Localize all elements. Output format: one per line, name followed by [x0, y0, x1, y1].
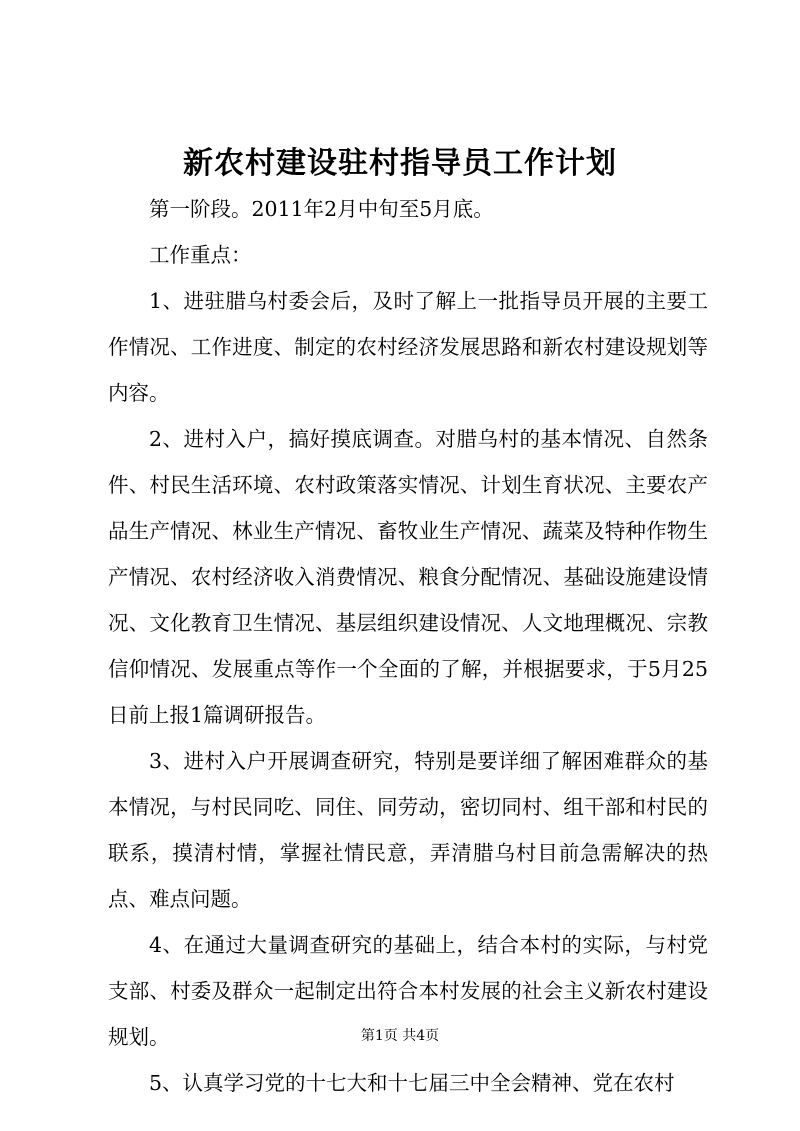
- paragraph-item-3: 3、进村入户开展调查研究，特别是要详细了解困难群众的基本情况，与村民同吃、同住、同劳动，密切同村、组干部和村民的联系，摸清村情，掌握社情民意，弄清腊乌村目前急需解决的热点、难点问题。: [108, 749, 708, 911]
- document-title: 新农村建设驻村指导员工作计划: [183, 146, 617, 181]
- paragraph-item-1: 1、进驻腊乌村委会后，及时了解上一批指导员开展的主要工作情况、工作进度、制定的农村经济发展思路和新农村建设规划等内容。: [108, 289, 708, 405]
- paragraph-item-2: 2、进村入户，搞好摸底调查。对腊乌村的基本情况、自然条件、村民生活环境、农村政策落实情况、计划生育状况、主要农产品生产情况、林业生产情况、畜牧业生产情况、蔬菜及特种作物生产情况、农村经济收入消费情况、粮食分配情况、基础设施建设情况、文化教育卫生情况、基层组织建设情况、人文地理概况、宗教信仰情况、发展重点等作一个全面的了解，并根据要求，于5月25日前上报1篇调研报告。: [108, 427, 708, 727]
- document-body: [108, 186, 708, 1106]
- paragraph-item-4: 4、在通过大量调查研究的基础上，结合本村的实际，与村党支部、村委及群众一起制定出符合本村发展的社会主义新农村建设规划。: [108, 933, 708, 1049]
- paragraph-focus-heading: 工作重点：: [149, 243, 252, 267]
- paragraph-stage: 第一阶段。2011年2月中旬至5月底。: [149, 197, 494, 221]
- page-footer: 第1页 共4页: [360, 1028, 440, 1044]
- paragraph-item-5: 5、认真学习党的十七大和十七届三中全会精神、党在农村: [149, 1071, 675, 1095]
